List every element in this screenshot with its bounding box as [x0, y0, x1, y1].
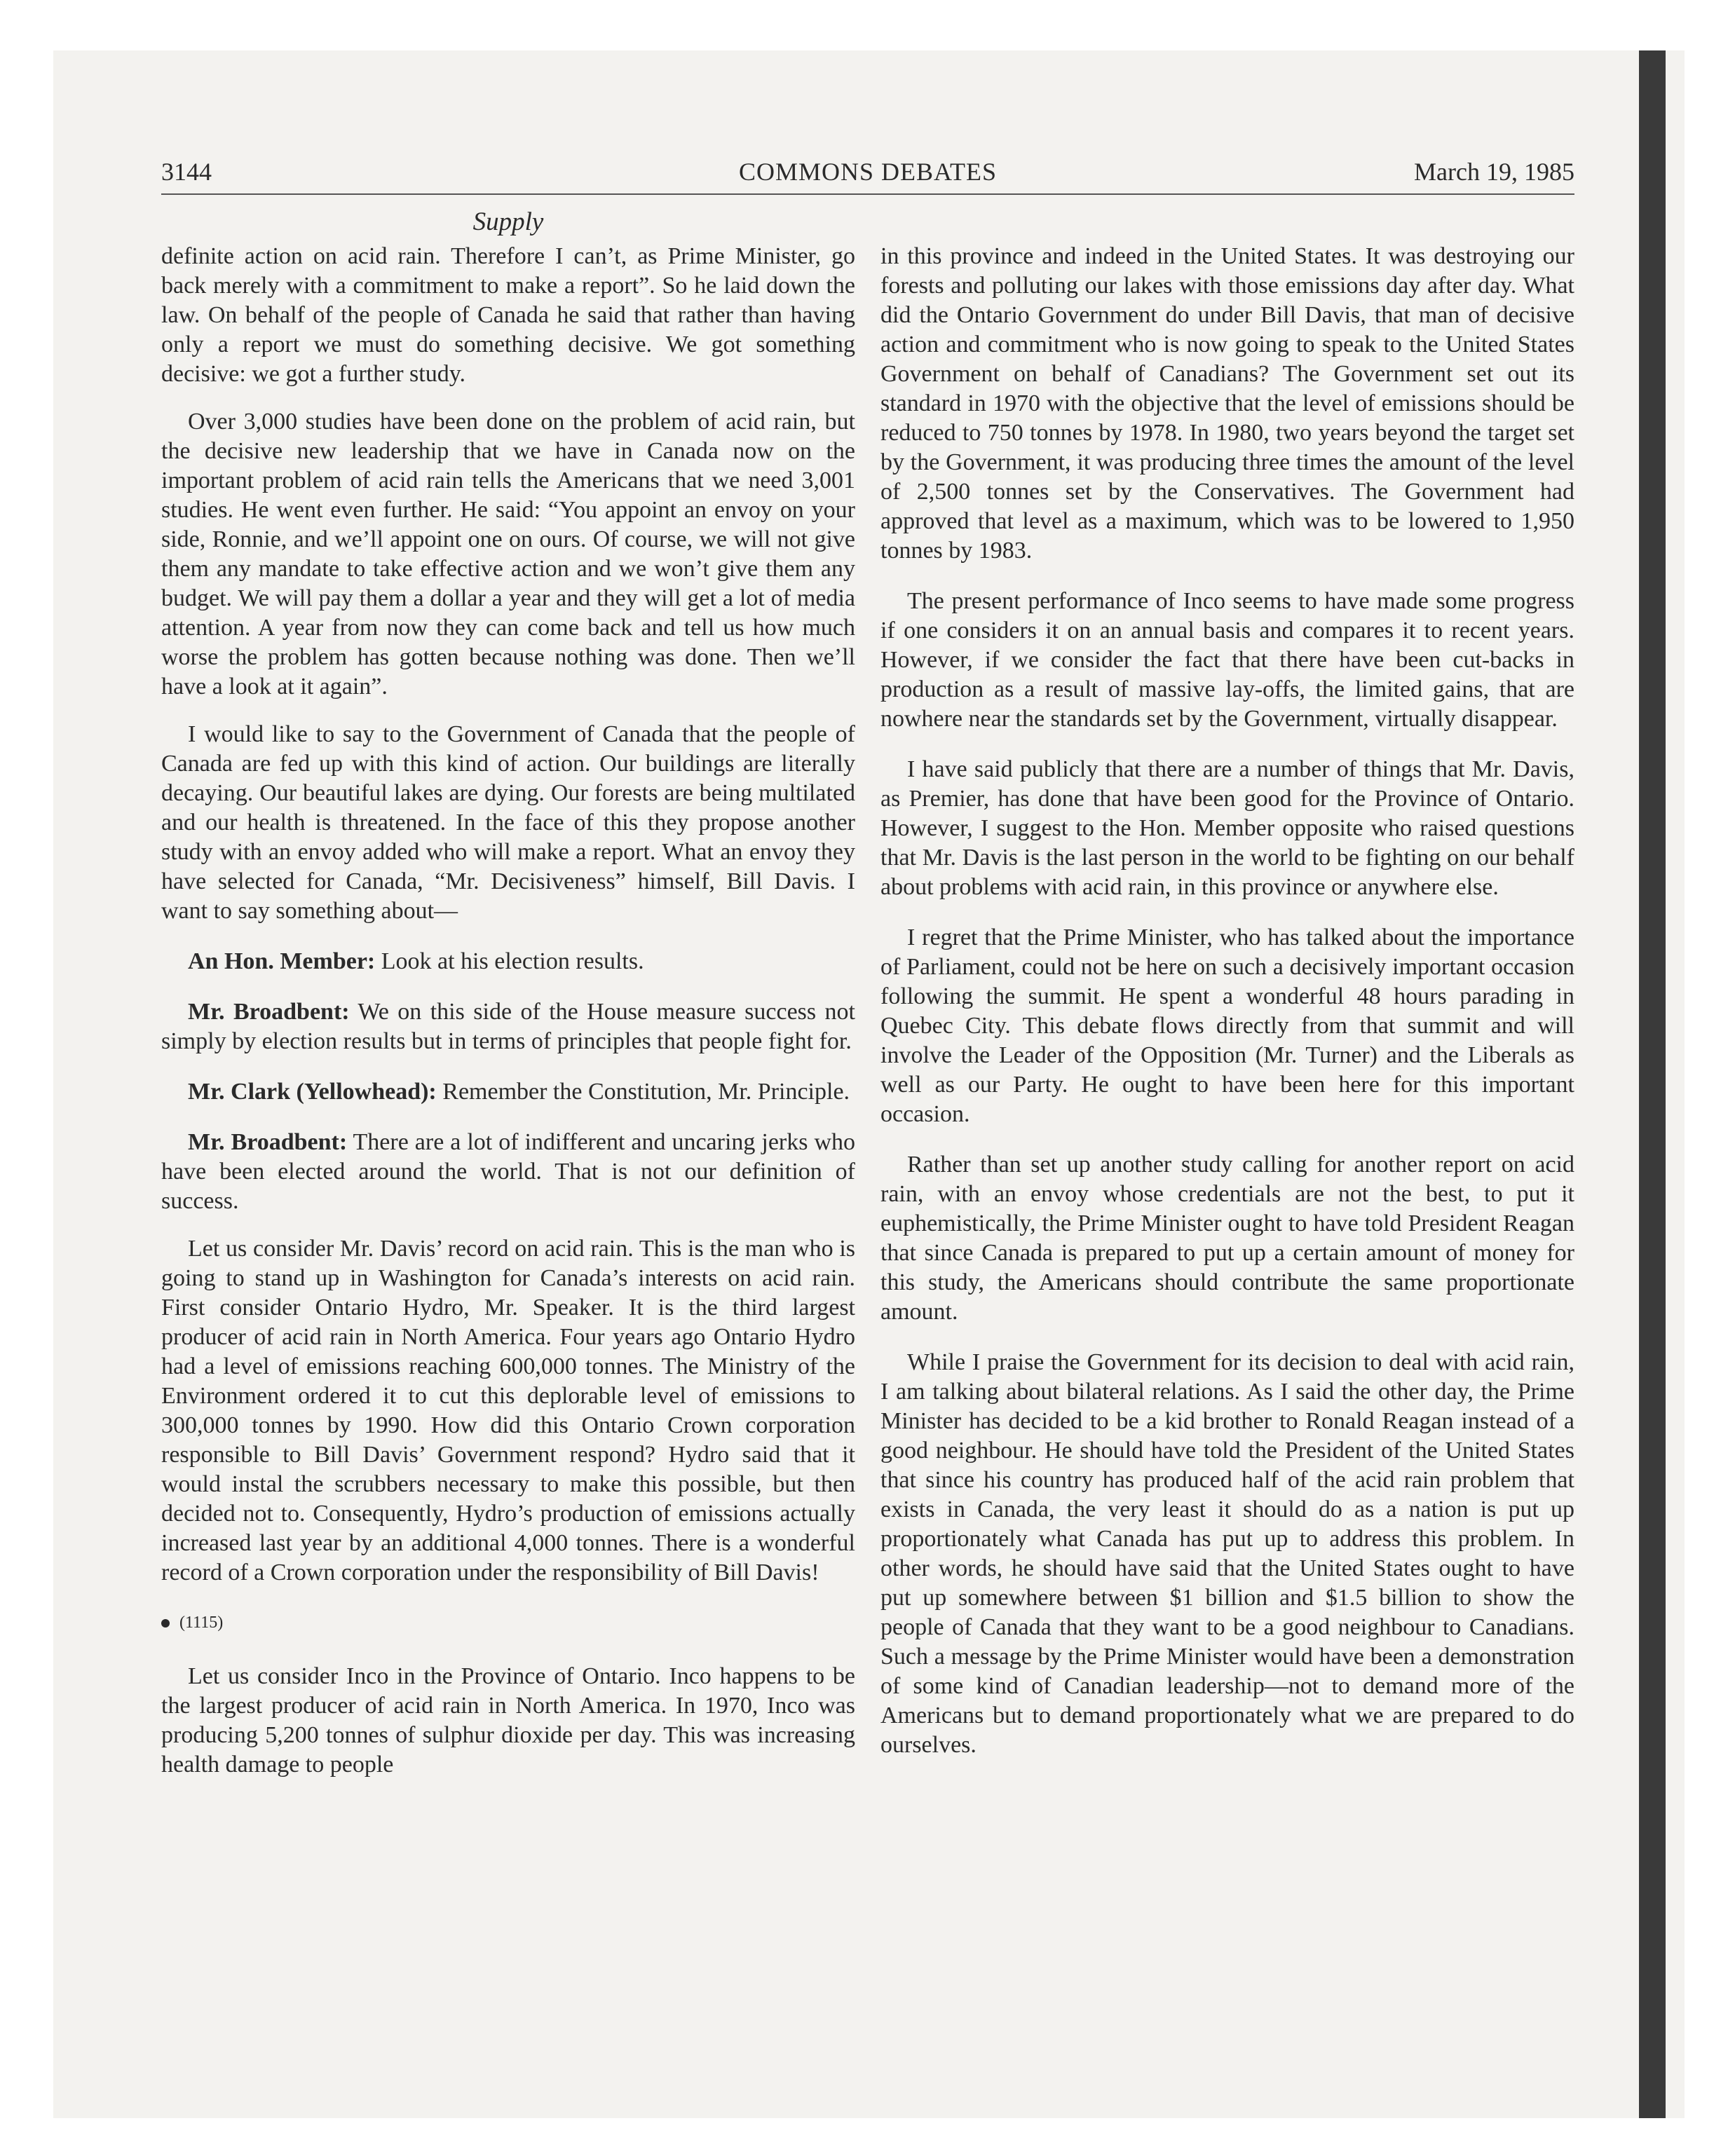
paragraph: Over 3,000 studies have been done on the problem of acid rain, but the decisive new leadership that we have in Canada now on the important problem of acid rain tells the Americans that we need 3,001 studies. He went even further. He said: “You appoint an envoy on your side, Ronnie, and we’ll appoint one on ours. Of course, we will not give them any mandate to take effective action and we won’t give them any budget. We will pay them a dollar a year and they will get a lot of media attention. A year from now they can come back and tell us how much worse the problem has gotten because nothing was done. Then we’ll have a look at it again”.: [161, 409, 855, 700]
page-number: 3144: [161, 158, 212, 186]
paragraph: While I praise the Government for its decision to deal with acid rain, I am talking about bilateral relations. As I said the other day, the Prime Minister has decided to be a kid brother to Ronald Reagan instead of a good neighbour. He should have told the President of the United States that since his country has produced half of the acid rain problem that exists in Canada, the very least it should do as a nation is put up proportionately what Canada has put up to address this problem. In other words, he should have said that the United States ought to have put up somewhere between $1 billion and $1.5 billion to show the people of Canada that they want to be a good neighbour to Canadians. Such a message by the Prime Minister would have been a demonstration of some kind of Canadian leadership—not to demand more of the Americans but to demand proportionately what we are prepared to do ourselves.: [880, 1349, 1574, 1758]
paragraph: The present performance of Inco seems to have made some progress if one considers it on an annual basis and compares it to recent years. However, if we consider the fact that there have been cut-backs in production as a result of massive lay-offs, the limited gains, that are nowhere near the standards set by the Government, virtually disappear.: [880, 588, 1574, 732]
speech-paragraph: [161, 1128, 855, 1216]
speech-text: Remember the Constitution, Mr. Principle.: [436, 1079, 850, 1105]
speech-paragraph: [161, 947, 855, 976]
time-marker-text: (1115): [179, 1613, 224, 1632]
paragraph: I would like to say to the Government of Canada that the people of Canada are fed up with this kind of action. Our buildings are literally decaying. Our beautiful lakes are dying. Our forests are being multilated and our health is threatened. In the face of this they propose another study with an envoy added who will make a report. What an envoy they have selected for Canada, “Mr. Decisiveness” himself, Bill Davis. I want to say something about—: [161, 721, 855, 924]
section-heading: Supply: [472, 207, 544, 236]
paragraph: Rather than set up another study calling for another report on acid rain, with an envoy whose credentials are not the best, to put it euphemistically, the Prime Minister ought to have told President Reagan that since Canada is prepared to put up a certain amount of money for this study, the Americans should contribute the same proportionate amount.: [880, 1152, 1574, 1325]
paragraph: Let us consider Inco in the Province of Ontario. Inco happens to be the largest producer of acid rain in North America. In 1970, Inco was producing 5,200 tonnes of sulphur dioxide per day. This was increasing health damage to people: [161, 1663, 855, 1778]
bullet-icon: [161, 1619, 170, 1628]
publication-date: March 19, 1985: [1414, 158, 1574, 186]
paragraph: definite action on acid rain. Therefore I can’t, as Prime Minister, go back merely with a commitment to make a report”. So he laid down the law. On behalf of the people of Canada he said that rather than having only a report we must do something decisive. We got something decisive: we got a further study.: [161, 243, 855, 387]
paragraph: I have said publicly that there are a number of things that Mr. Davis, as Premier, has done that have been good for the Province of Ontario. However, I suggest to the Hon. Member opposite who raised questions that Mr. Davis is the last person in the world to be fighting on our behalf about problems with acid rain, in this province or anywhere else.: [880, 756, 1574, 900]
time-marker: [161, 1609, 855, 1637]
publication-title: COMMONS DEBATES: [738, 158, 998, 186]
paragraph: Let us consider Mr. Davis’ record on acid rain. This is the man who is going to stand up in Washington for Canada’s interests on acid rain. First consider Ontario Hydro, Mr. Speaker. It is the third largest producer of acid rain in North America. Four years ago Ontario Hydro had a level of emissions reaching 600,000 tonnes. The Ministry of the Environment ordered it to cut this deplorable level of emissions to 300,000 tonnes by 1990. How did this Ontario Crown corporation responsible to Bill Davis’ Government respond? Hydro said that it would instal the scrubbers necessary to make this possible, but then decided not to. Consequently, Hydro’s production of emissions actually increased last year by an additional 4,000 tonnes. There is a wonderful record of a Crown corporation under the responsibility of Bill Davis!: [161, 1236, 855, 1585]
right-column: [880, 242, 1574, 1760]
speaker-name: Mr. Broadbent:: [188, 999, 350, 1025]
speech-text: Look at his election results.: [375, 948, 644, 974]
speech-text: We on this side of the House measure success not simply by election results but in terms of principles that people fight for.: [161, 999, 855, 1054]
speaker-name: Mr. Clark (Yellowhead):: [188, 1079, 437, 1105]
left-column: [161, 242, 855, 1780]
speaker-name: Mr. Broadbent:: [188, 1129, 348, 1155]
speaker-name: An Hon. Member:: [188, 948, 376, 974]
page-header: [161, 154, 1574, 195]
paragraph: in this province and indeed in the United States. It was destroying our forests and polluting our lakes with those emissions day after day. What did the Ontario Government do under Bill Davis, that man of decisive action and commitment who is now going to speak to the United States Government on behalf of Canadians? The Government set out its standard in 1970 with the objective that the level of emissions should be reduced to 750 tonnes by 1978. In 1980, two years beyond the target set by the Government, it was producing three times the amount of the level of 2,500 tonnes set by the Conservatives. The Government had approved that level as a maximum, which was to be lowered to 1,950 tonnes by 1983.: [880, 243, 1574, 564]
speech-paragraph: [161, 997, 855, 1056]
speech-text: There are a lot of indifferent and uncaring jerks who have been elected around the world. That is not our definition of success.: [161, 1129, 855, 1214]
paragraph: I regret that the Prime Minister, who has talked about the importance of Parliament, could not be here on such a decisively important occasion following the summit. He spent a wonderful 48 hours parading in Quebec City. This debate flows directly from that summit and will involve the Leader of the Opposition (Mr. Turner) and the Liberals as well as our Party. He ought to have been here for this important occasion.: [880, 925, 1574, 1127]
page-edge-shadow: [1639, 50, 1666, 2118]
speech-paragraph: [161, 1077, 855, 1107]
